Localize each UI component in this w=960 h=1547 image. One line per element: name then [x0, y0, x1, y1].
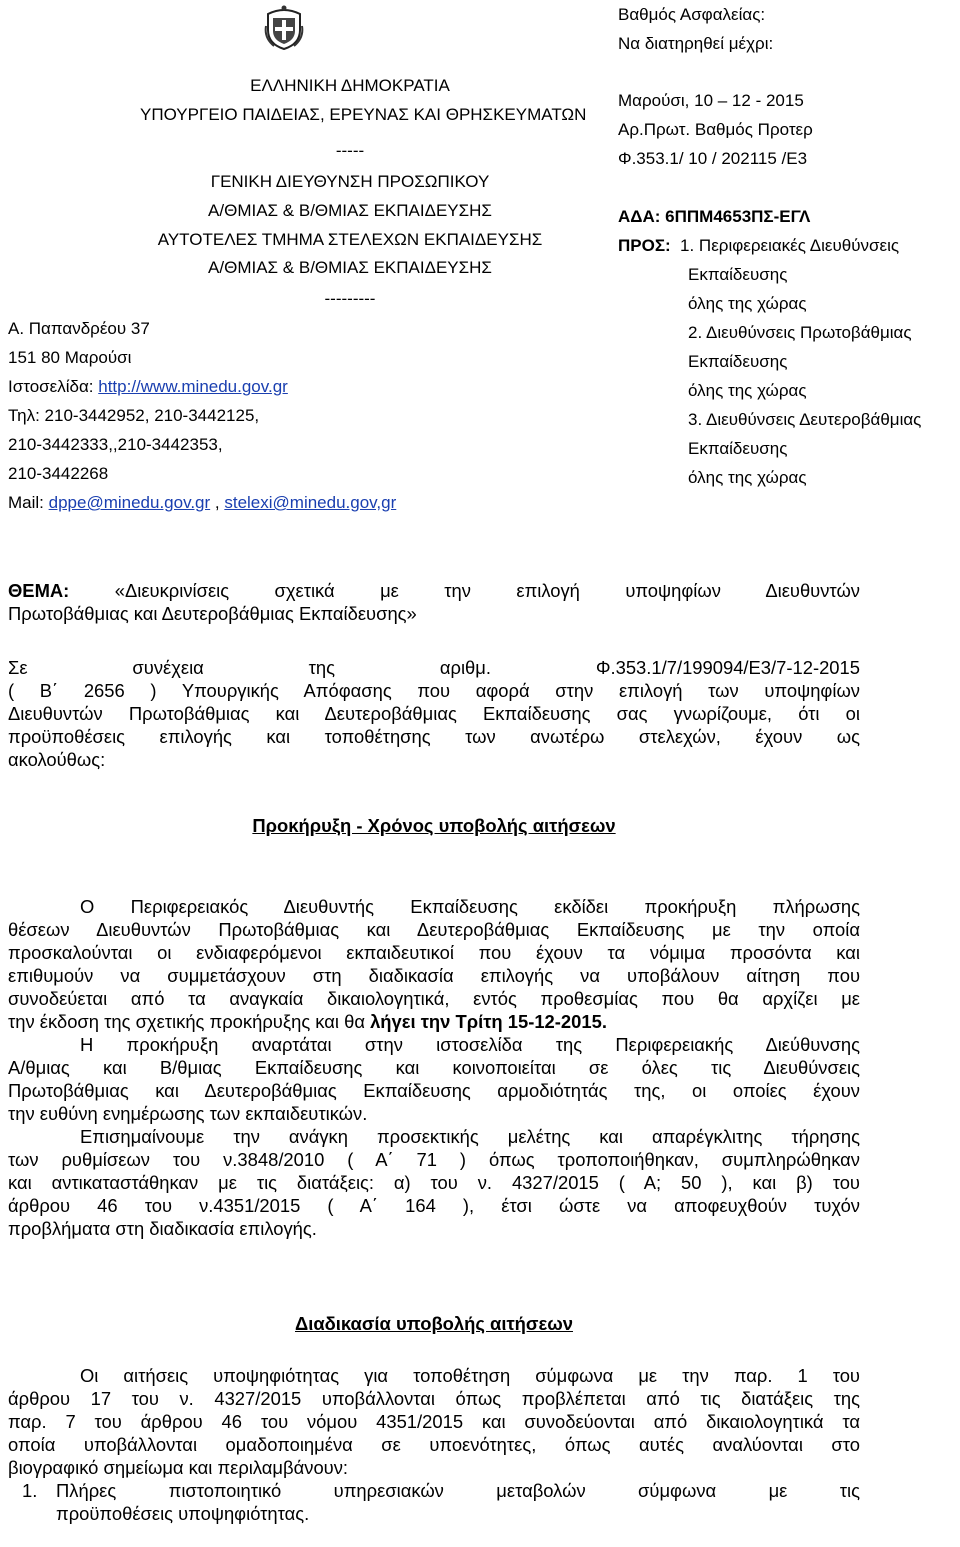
- s2p1-line-2: άρθρου 17 του ν. 4327/2015 υποβάλλονται όπως προβλέπεται από τις διατάξεις της: [8, 1388, 860, 1409]
- s1p1-line-3: προσκαλούνται οι ενδιαφερόμενοι εκπαιδευτικοί που έχουν τα νόμιμα προσόντα και: [8, 942, 860, 963]
- recipient-1-line3: όλης της χώρας: [688, 294, 807, 313]
- list-item-1: [8, 1479, 860, 1525]
- list-item-1-line-2: προϋποθέσεις υποψηφιότητας.: [56, 1503, 310, 1524]
- recipient-1-number: 1.: [680, 236, 695, 255]
- s1p3-line-2: των ρυθμίσεων του ν.3848/2010 ( Α΄ 71 ) όπως τροποποιήθηκαν, συμπληρώθηκαν: [8, 1149, 860, 1170]
- deadline-text: λήγει την Τρίτη 15-12-2015.: [370, 1011, 607, 1032]
- recipient-2-line2: Εκπαίδευσης: [688, 352, 788, 371]
- intro-line-4: προϋποθέσεις επιλογής και τοποθέτησης των ανωτέρω στελεχών, έχουν ως: [8, 726, 860, 747]
- recipient-3-line2: Εκπαίδευσης: [688, 439, 788, 458]
- subject-line-2: Πρωτοβάθμιας και Δευτεροβάθμιας Εκπαίδευσης»: [8, 603, 417, 624]
- protocol-number: Αρ.Πρωτ. Βαθμός Προτερ: [618, 120, 813, 139]
- security-level: Βαθμός Ασφαλείας:: [618, 5, 766, 24]
- s2p1-line-4: οποία υποβάλλονται ομαδοποιημένα σε υποενότητες, όπως αυτές αναλύονται στο: [8, 1434, 860, 1455]
- country-name: ΕΛΛΗΝΙΚΗ ΔΗΜΟΚΡΑΤΙΑ: [250, 76, 450, 95]
- department-line-1: ΑΥΤΟΤΕΛΕΣ ΤΜΗΜΑ ΣΤΕΛΕΧΩΝ ΕΚΠΑΙΔΕΥΣΗΣ: [157, 230, 543, 249]
- ada-code: ΑΔΑ: 6ΠΠΜ4653ΠΣ-ΕΓΛ: [618, 207, 811, 226]
- s1p2-line-3: Πρωτοβάθμιας και Δευτεροβάθμιας Εκπαίδευσης αρμοδιότητάς της, οι οποίες έχουν: [8, 1080, 860, 1101]
- subject-label: ΘΕΜΑ:: [8, 580, 70, 601]
- s1p3-line-1: Επισημαίνουμε την ανάγκη προσεκτικής μελέτης και απαρέγκλιτης τήρησης: [80, 1126, 860, 1147]
- mail-link-dppe[interactable]: dppe@minedu.gov.gr: [48, 493, 211, 512]
- phone-line-3: 210-3442268: [8, 464, 109, 483]
- s2p1-line-1: Οι αιτήσεις υποψηφιότητας για τοποθέτηση σύμφωνα με την παρ. 1 του: [80, 1365, 860, 1386]
- s1p3-line-5: προβλήματα στη διαδικασία επιλογής.: [8, 1218, 317, 1239]
- s1p1-line-2: θέσεων Διευθυντών Πρωτοβάθμιας και Δευτεροβάθμιας Εκπαίδευσης με την οποία: [8, 919, 860, 940]
- mail-separator: ,: [210, 493, 225, 512]
- directorate-line-2: Α/ΘΜΙΑΣ & Β/ΘΜΙΑΣ ΕΚΠΑΙΔΕΥΣΗΣ: [208, 201, 492, 220]
- intro-line-3: Διευθυντών Πρωτοβάθμιας και Δευτεροβάθμιας Εκπαίδευσης σας γνωρίζουμε, ότι οι: [8, 703, 860, 724]
- coat-of-arms-emblem: [264, 4, 304, 50]
- s1p1-line-5: συνοδεύεται από τα αναγκαία δικαιολογητικά, εντός προθεσμίας που θα αρχίζει με: [8, 988, 860, 1009]
- s2p1-line-3: παρ. 7 του άρθρου 46 του νόμου 4351/2015 και συνοδεύονται από δικαιολογητικά τα: [8, 1411, 860, 1432]
- s1p3-line-4: άρθρου 46 του ν.4351/2015 ( Α΄ 164 ), έτσι ώστε να αποφευχθούν τυχόν: [8, 1195, 860, 1216]
- website-link[interactable]: http://www.minedu.gov.gr: [98, 377, 288, 396]
- website-label: Ιστοσελίδα:: [8, 377, 99, 396]
- s1p2-line-1: Η προκήρυξη αναρτάται στην ιστοσελίδα της Περιφερειακής Διεύθυνσης: [80, 1034, 860, 1055]
- s2p1-line-5: βιογραφικό σημείωμα και περιλαμβάνουν:: [8, 1457, 349, 1478]
- file-reference: Φ.353.1/ 10 / 202115 /Ε3: [618, 149, 808, 168]
- recipient-2-name: Διευθύνσεις Πρωτοβάθμιας: [705, 323, 912, 342]
- subject: [8, 579, 860, 625]
- section-2-paragraph-1: [8, 1364, 860, 1479]
- list-item-1-number: 1.: [22, 1480, 38, 1501]
- to-label: ΠΡΟΣ:: [618, 236, 671, 255]
- recipient-2-number: 2.: [688, 323, 703, 342]
- place-date: Μαρούσι, 10 – 12 - 2015: [618, 91, 804, 110]
- intro-paragraph: [8, 656, 860, 771]
- recipient-3-line3: όλης της χώρας: [688, 468, 807, 487]
- mail-line: [8, 493, 396, 513]
- intro-line-5: ακολούθως:: [8, 749, 106, 770]
- subject-line-1: [8, 579, 860, 602]
- recipient-2: [688, 323, 912, 343]
- phone-line-2: 210-3442333,,210-3442353,: [8, 435, 223, 454]
- directorate-line-1: ΓΕΝΙΚΗ ΔΙΕΥΘΥΝΣΗ ΠΡΟΣΩΠΙΚΟΥ: [210, 172, 490, 191]
- recipient-1-line2: Εκπαίδευσης: [688, 265, 788, 284]
- intro-line-2: ( Β΄ 2656 ) Υπουργικής Απόφασης που αφορά στην επιλογή των υποψηφίων: [8, 680, 860, 701]
- s1p1-line-6-text: την έκδοση της σχετικής προκήρυξης και θα: [8, 1011, 371, 1032]
- s1p1-line-1: Ο Περιφερειακός Διευθυντής Εκπαίδευσης εκδίδει προκήρυξη πλήρωσης: [80, 896, 860, 917]
- ministry-name: ΥΠΟΥΡΓΕΙΟ ΠΑΙΔΕΙΑΣ, ΕΡΕΥΝΑΣ ΚΑΙ ΘΡΗΣΚΕΥΜΑΤΩΝ: [140, 105, 587, 124]
- separator-long: ---------: [324, 289, 376, 308]
- intro-line-1: Σε συνέχεια της αριθμ. Φ.353.1/7/199094/Ε3/7-12-2015: [8, 657, 860, 678]
- section-1-paragraph-2: [8, 1033, 860, 1125]
- recipient-1: [680, 236, 899, 256]
- website-line: [8, 377, 288, 397]
- phone-line-1: Τηλ: 210-3442952, 210-3442125,: [8, 406, 260, 425]
- section-1-paragraph-1: [8, 895, 860, 1033]
- section-2-title: Διαδικασία υποβολής αιτήσεων: [295, 1313, 573, 1334]
- s1p2-line-2: Α/θμιας και Β/θμιας Εκπαίδευσης και κοινοποιείται σε όλες τις Διευθύνσεις: [8, 1057, 860, 1078]
- list-item: [8, 1479, 860, 1525]
- recipient-3-name: Διευθύνσεις Δευτεροβάθμιας: [705, 410, 922, 429]
- list-item-1-line-1: Πλήρες πιστοποιητικό υπηρεσιακών μεταβολών σύμφωνα με τις: [56, 1480, 860, 1501]
- s1p1-line-6: [8, 1010, 860, 1033]
- mail-label: Mail:: [8, 493, 49, 512]
- recipient-3: [688, 410, 921, 430]
- s1p3-line-3: και αντικαταστάθηκαν με τις διατάξεις: α) του ν. 4327/2015 ( Α; 50 ), και β) του: [8, 1172, 860, 1193]
- s1p1-line-4: επιθυμούν να συμμετάσχουν στη διαδικασία επιλογής να υποβάλουν αίτηση που: [8, 965, 860, 986]
- keep-until: Να διατηρηθεί μέχρι:: [618, 34, 774, 53]
- subject-text-1: «Διευκρινίσεις σχετικά με την επιλογή υποψηφίων Διευθυντών: [114, 580, 860, 601]
- department-line-2: Α/ΘΜΙΑΣ & Β/ΘΜΙΑΣ ΕΚΠΑΙΔΕΥΣΗΣ: [208, 258, 492, 277]
- address-city: 151 80 Μαρούσι: [8, 348, 132, 367]
- s1p2-line-4: την ευθύνη ενημέρωσης των εκπαιδευτικών.: [8, 1103, 368, 1124]
- mail-link-stelexi[interactable]: stelexi@minedu.gov,gr: [224, 493, 397, 512]
- address-street: Α. Παπανδρέου 37: [8, 319, 150, 338]
- section-1-title: Προκήρυξη - Χρόνος υποβολής αιτήσεων: [252, 815, 616, 836]
- recipient-3-number: 3.: [688, 410, 703, 429]
- separator-short: -----: [335, 141, 365, 160]
- recipient-2-line3: όλης της χώρας: [688, 381, 807, 400]
- recipient-1-name: Περιφερειακές Διευθύνσεις: [698, 236, 900, 255]
- section-1-paragraph-3: [8, 1125, 860, 1240]
